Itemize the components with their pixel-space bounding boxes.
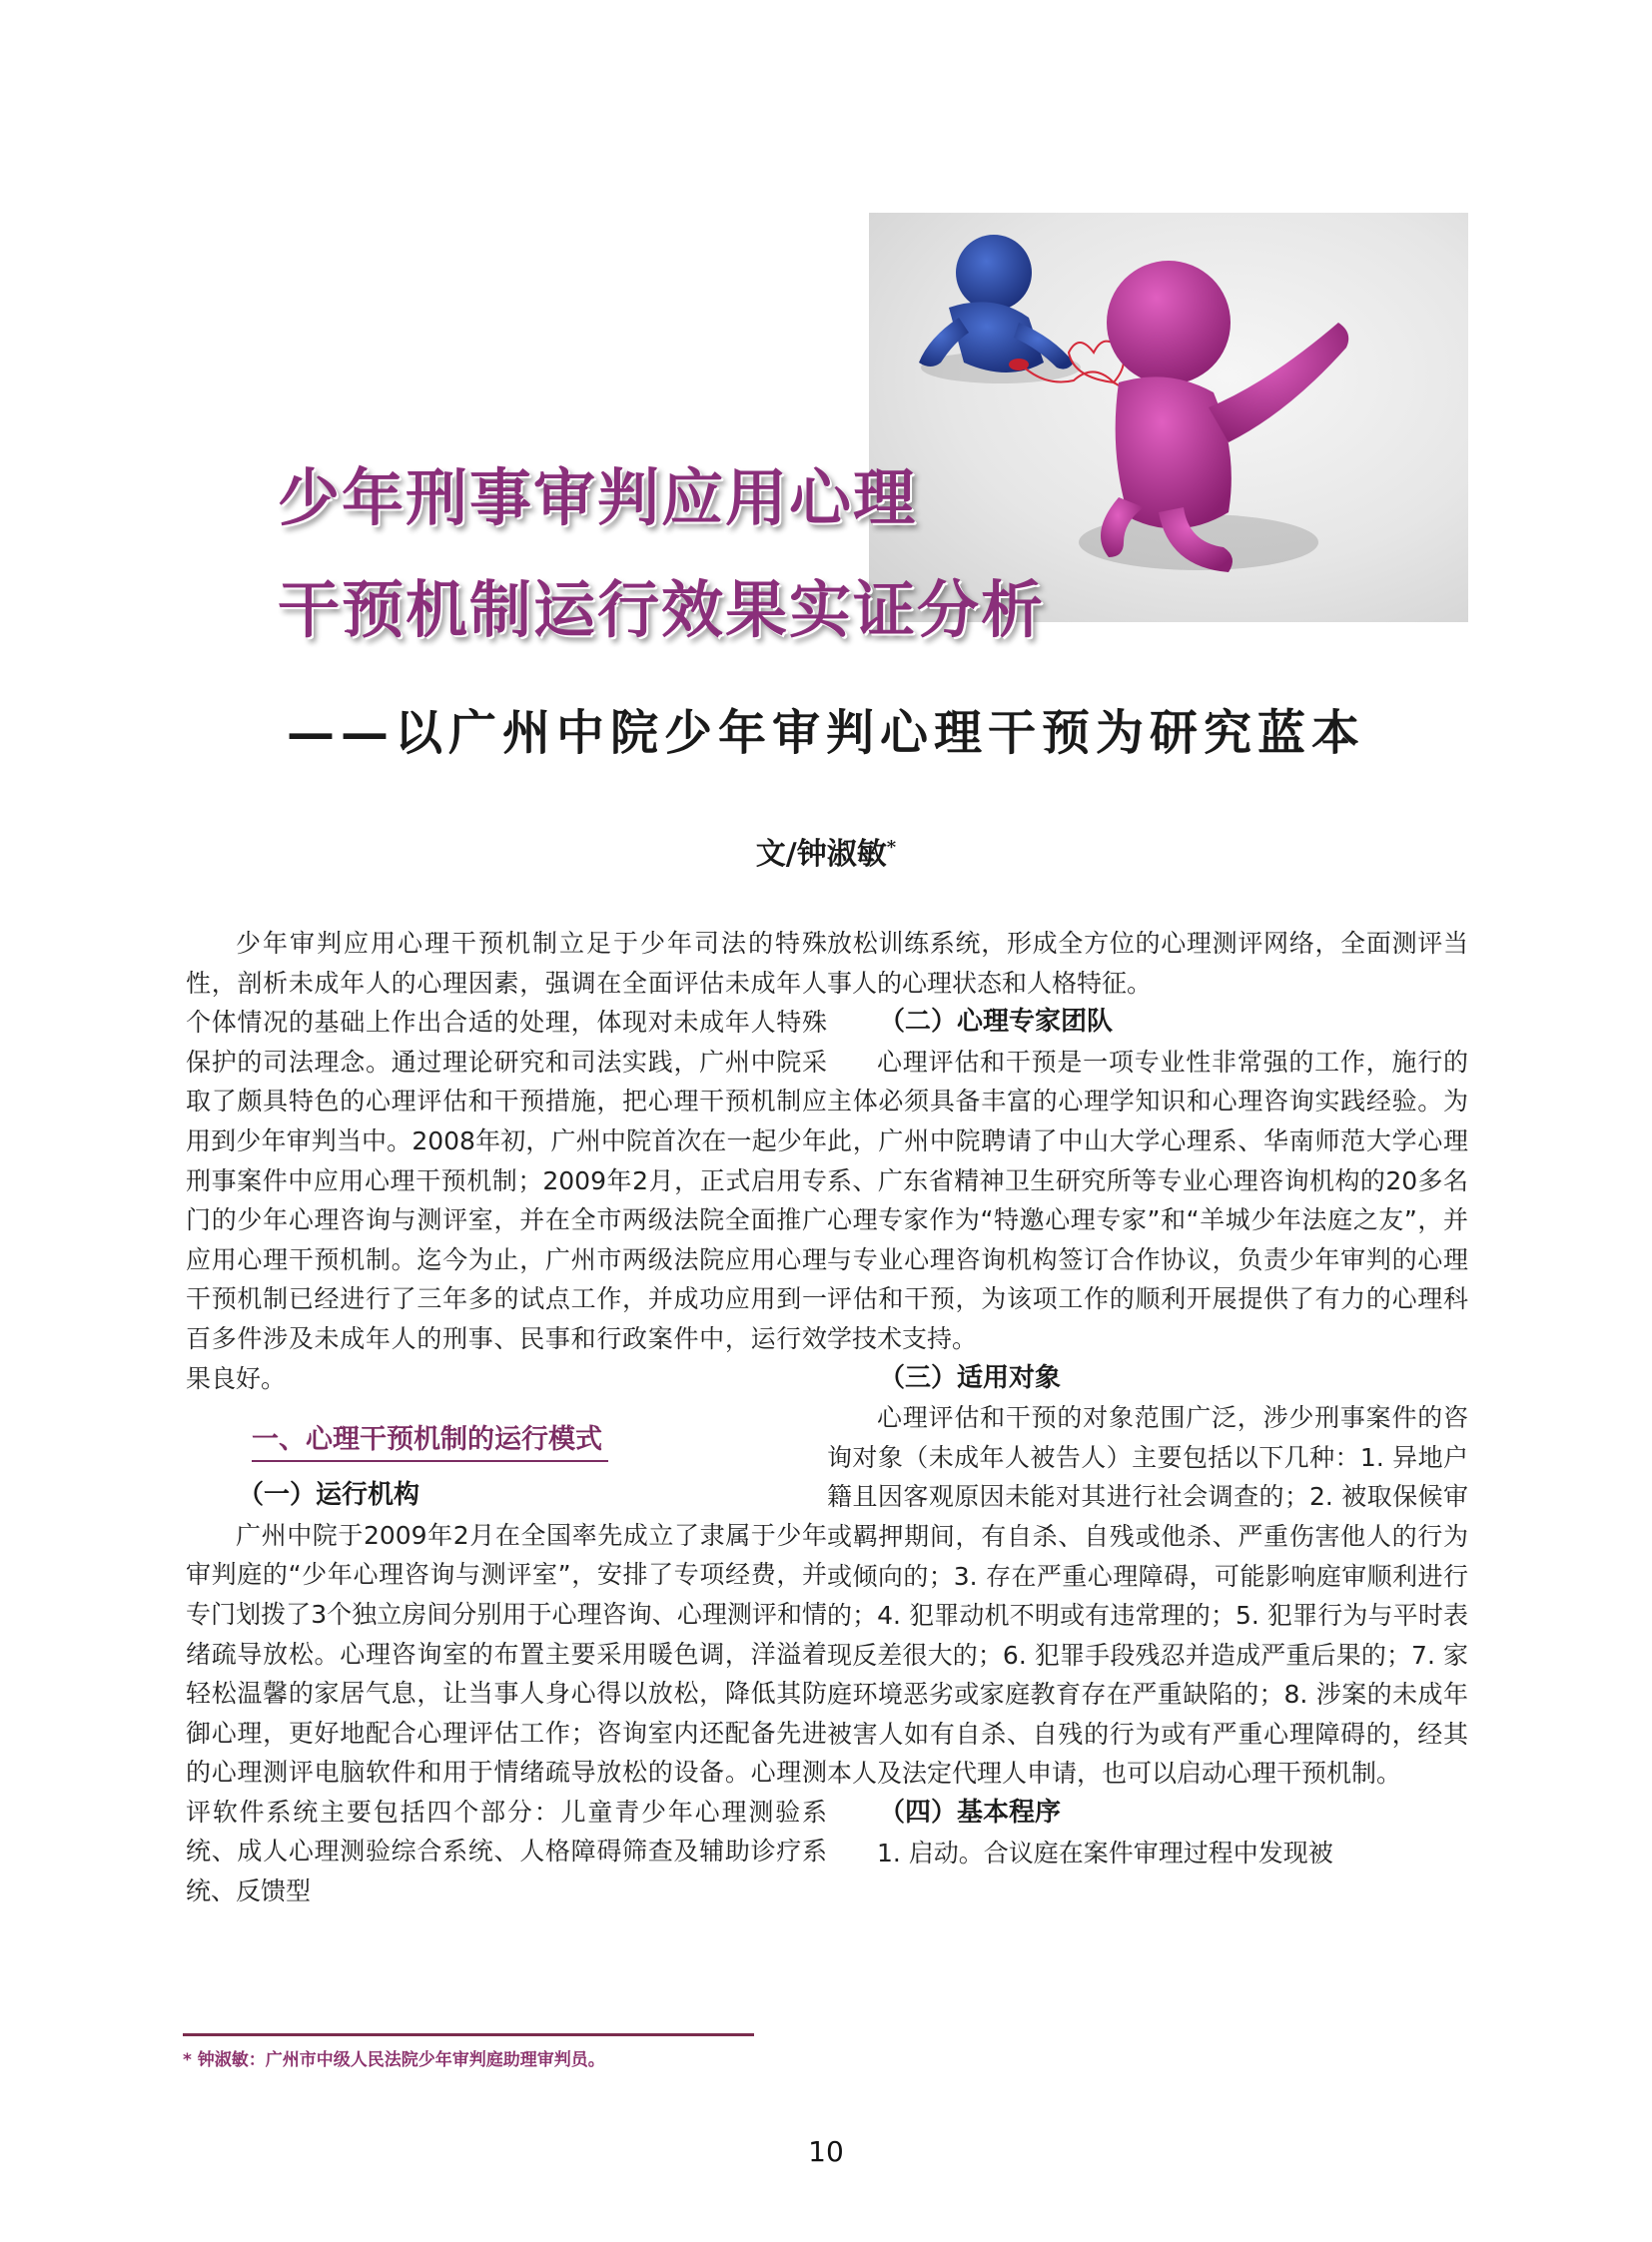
page-number: 10 — [808, 2135, 844, 2168]
footnote-mark: * — [886, 837, 897, 858]
article-title-line-1: 少年刑事审判应用心理 — [278, 461, 918, 534]
continued-paragraph: 放松训练系统，形成全方位的心理测评网络，全面测评当事人的心理状态和人格特征。 — [827, 929, 1468, 998]
subsection-heading-2: （二）心理专家团队 — [879, 1007, 1114, 1038]
subsection-3-paragraph: 心理评估和干预的对象范围广泛，涉少刑事案件的咨询对象（未成年人被告人）主要包括以下几种：1. 异地户籍且因客观原因未能对其进行社会调查的；2. 被取保候审或羁押期间，有自杀、自残或他杀、严重伤害他人的行为或倾向的；3. 存在严重心理障碍，可能影响庭审顺利进行的；4. 犯罪动机不明或有违常理的；5. 犯罪行为与平时表现反差很大的；6. 犯罪手段残忍并造成严重后果的；7. 家庭环境恶劣或家庭教育存在严重缺陷的；8. 涉案的未成年被害人如有自杀、自残的行为或有严重心理障碍的，经其本人及法定代理人申请，也可以启动心理干预机制。 — [827, 1403, 1468, 1789]
subsection-4-paragraph: 1. 启动。合议庭在案件审理过程中发现被 — [877, 1838, 1333, 1868]
right-column — [827, 924, 1468, 1872]
intro-paragraph: 少年审判应用心理干预机制立足于少年司法的特殊性，剖析未成年人的心理因素，强调在全面评估未成年人个体情况的基础上作出合适的处理，体现对未成年人特殊保护的司法理念。通过理论研究和司法实践，广州中院采取了颇具特色的心理评估和干预措施，把心理干预机制应用到少年审判当中。2008年初，广州中院首次在一起少年刑事案件中应用心理干预机制；2009年2月，正式启用专门的少年心理咨询与测评室，并在全市两级法院全面推广应用心理干预机制。迄今为止，广州市两级法院应用心理干预机制已经进行了三年多的试点工作，并成功应用到一百多件涉及未成年人的刑事、民事和行政案件中，运行效果良好。 — [186, 929, 827, 1393]
left-column — [186, 924, 827, 1911]
subsection-1-paragraph: 广州中院于2009年2月在全国率先成立了隶属于少年审判庭的“少年心理咨询与测评室”，安排了专项经费，并专门划拨了3个独立房间分别用于心理咨询、心理测评和情绪疏导放松。心理咨询室的布置主要采用暖色调，洋溢着轻松温馨的家居气息，让当事人身心得以放松，降低其防御心理，更好地配合心理评估工作；咨询室内还配备先进的心理测评电脑软件和用于情绪疏导放松的设备。心理测评软件系统主要包括四个部分：儿童青少年心理测验系统、成人心理测验综合系统、人格障碍筛查及辅助诊疗系统、反馈型 — [186, 1520, 827, 1906]
article-subtitle: ——以广州中院少年审判心理干预为研究蓝本 — [286, 705, 1365, 761]
subsection-heading-4: （四）基本程序 — [879, 1798, 1062, 1829]
author-name: 文/钟淑敏 — [755, 837, 887, 872]
blue-figure — [919, 235, 1081, 383]
subsection-heading-1: （一）运行机构 — [238, 1480, 420, 1511]
footnote-divider — [183, 2033, 754, 2036]
header-illustration — [869, 213, 1468, 622]
subsection-2-paragraph: 心理评估和干预是一项专业性非常强的工作，施行的主体必须具备丰富的心理学知识和心理咨询实践经验。为此，广州中院聘请了中山大学心理系、华南师范大学心理系、广东省精神卫生研究所等专业心理咨询机构的20多名心理专家作为“特邀心理专家”和“羊城少年法庭之友”，并与专业心理咨询机构签订合作协议，负责少年审判的心理评估和干预，为该项工作的顺利开展提供了有力的心理科学技术支持。 — [827, 1047, 1468, 1353]
subsection-heading-3: （三）适用对象 — [879, 1362, 1062, 1393]
section-heading-1: 一、心理干预机制的运行模式 — [252, 1420, 608, 1462]
footnote: * 钟淑敏：广州市中级人民法院少年审判庭助理审判员。 — [183, 2050, 605, 2070]
article-title-line-2: 干预机制运行效果实证分析 — [278, 573, 1046, 646]
byline — [0, 839, 1652, 870]
